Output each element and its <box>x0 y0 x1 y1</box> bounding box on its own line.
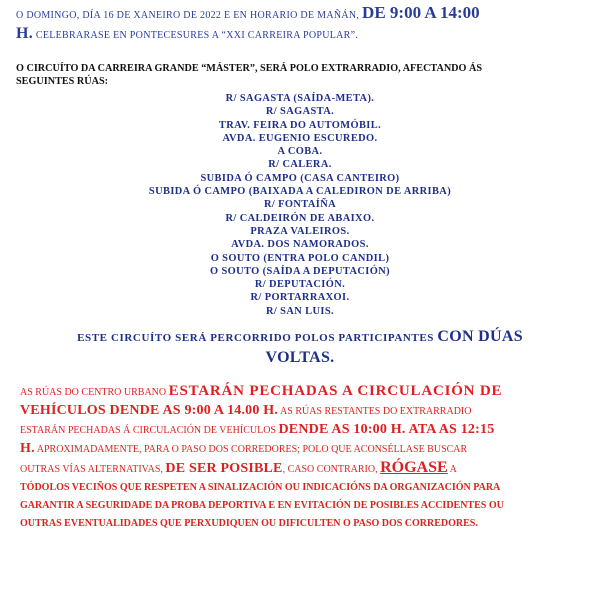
notice-line-1 <box>20 382 600 402</box>
laps-notice <box>0 327 600 368</box>
closure-notice <box>20 382 600 533</box>
laps-pre-text: ESTE CIRCUÍTO SERÁ PERCORRIDO POLOS PARTICIPANTES <box>77 332 435 344</box>
event-intro <box>16 4 596 45</box>
notice-line-3 <box>20 421 600 440</box>
notice-line-2 <box>20 402 600 421</box>
notice-emphasis: H. <box>20 441 35 456</box>
street-item: SUBIDA Ó CAMPO (BAIXADA A CALEDIRON DE ARRIBA) <box>148 186 452 198</box>
notice-text: APROXIMADAMENTE, PARA O PASO DOS CORREDORES; POLO QUE ACONSÉLLASE BUSCAR <box>36 444 468 455</box>
street-item: SUBIDA Ó CAMPO (CASA CANTEIRO) <box>200 172 400 184</box>
street-item: A COBA. <box>277 146 323 158</box>
notice-text: , CASO CONTRARIO, <box>282 464 378 475</box>
circuit-intro <box>16 62 600 88</box>
notice-text: OUTRAS VÍAS ALTERNATIVAS, <box>20 464 163 475</box>
street-item: R/ CALDEIRÓN DE ABAIXO. <box>225 212 375 224</box>
laps-count-text: CON DÚAS <box>437 328 523 345</box>
street-item: R/ SAGASTA (SAÍDA-META). <box>225 93 375 104</box>
notice-text: AS RÚAS DO CENTRO URBANO <box>20 387 167 398</box>
notice-text: AS RÚAS RESTANTES DO EXTRARRADIO <box>280 406 472 417</box>
notice-text: ESTARÁN PECHADAS Á CIRCULACIÓN DE VEHÍCULOS <box>20 425 276 436</box>
circuit-intro-line-2: SEGUINTES RÚAS: <box>16 76 108 87</box>
intro-line-1 <box>16 4 596 25</box>
street-item: O SOUTO (SAÍDA A DEPUTACIÓN) <box>210 265 390 277</box>
notice-line-7: GARANTIR A SEGURIDADE DA PROBA DEPORTIVA E EN EVITACIÓN DE POSIBLES ACCIDENTES OU <box>20 500 504 511</box>
notice-emphasis: VEHÍCULOS DENDE AS 9:00 A 14.00 H. <box>20 403 279 418</box>
laps-line-2: VOLTAS. <box>265 349 335 366</box>
laps-line-1 <box>0 327 600 348</box>
event-name-text: CELEBRARASE EN PONTECESURES A “XXI CARREIRA POPULAR”. <box>35 30 359 41</box>
street-item: R/ DEPUTACIÓN. <box>254 279 346 291</box>
street-item: AVDA. DOS NAMORADOS. <box>231 239 369 251</box>
street-item: AVDA. EUGENIO ESCUREDO. <box>222 132 378 144</box>
notice-line-8: OUTRAS EVENTUALIDADES QUE PERXUDIQUEN OU DIFICULTEN O PASO DOS CORREDORES. <box>20 518 478 529</box>
street-item: R/ CALERA. <box>268 159 332 171</box>
street-item: O SOUTO (ENTRA POLO CANDIL) <box>210 252 390 264</box>
notice-line-6: TÓDOLOS VECIÑOS QUE RESPETEN A SINALIZACIÓN OU INDICACIÓNS DA ORGANIZACIÓN PARA <box>20 482 501 493</box>
notice-emphasis: DE SER POSIBLE <box>165 461 283 476</box>
circuit-intro-line-1: O CIRCUÍTO DA CARREIRA GRANDE “MÁSTER”, SERÁ POLO EXTRARRADIO, AFECTANDO ÁS <box>16 63 483 74</box>
notice-line-5 <box>20 459 600 479</box>
street-item: R/ FONTAÍÑA <box>263 199 337 211</box>
street-list <box>0 92 600 318</box>
event-time-range: DE 9:00 A 14:00 <box>362 3 480 22</box>
event-date-text: O DOMINGO, DÍA 16 DE XANEIRO DE 2022 E EN HORARIO DE MAÑÁN, <box>16 10 360 21</box>
notice-request: RÓGASE <box>380 459 448 476</box>
notice-emphasis: ESTARÁN PECHADAS A CIRCULACIÓN DE <box>168 383 503 399</box>
street-item: R/ SAGASTA. <box>265 106 335 118</box>
street-item: TRAV. FEIRA DO AUTOMÓBIL. <box>218 119 382 131</box>
notice-emphasis: DENDE AS 10:00 H. ATA AS 12:15 <box>278 422 495 437</box>
intro-line-2 <box>16 25 596 45</box>
notice-text: A <box>449 464 457 475</box>
street-item: R/ PORTARRAXOI. <box>250 292 350 304</box>
street-item: R/ SAN LUIS. <box>265 305 335 317</box>
event-time-unit: H. <box>16 25 34 42</box>
notice-line-4 <box>20 440 600 459</box>
street-item: PRAZA VALEIROS. <box>250 225 350 237</box>
